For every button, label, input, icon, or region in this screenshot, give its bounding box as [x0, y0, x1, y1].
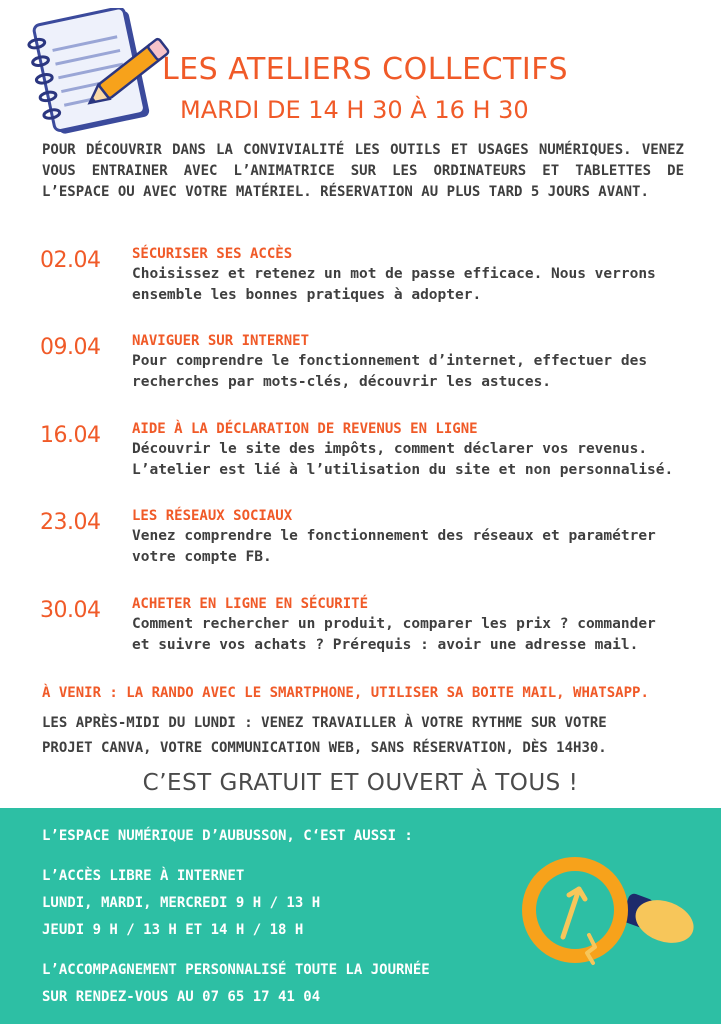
workshop-title: ACHETER EN LIGNE EN SÉCURITÉ	[132, 596, 369, 612]
monday-sessions	[42, 711, 702, 761]
workshop-item	[40, 421, 700, 501]
workshop-description	[132, 439, 692, 481]
workshop-description	[132, 351, 692, 393]
schedule-subtitle: MARDI DE 14 H 30 À 16 H 30	[180, 96, 529, 124]
workshop-description	[132, 614, 692, 656]
opening-hours: LUNDI, MARDI, MERCREDI 9 H / 13 H	[42, 895, 321, 911]
monday-line: LES APRÈS-MIDI DU LUNDI : VENEZ TRAVAILLER À VOTRE RYTHME SUR VOTRE	[42, 715, 607, 731]
notebook-pencil-icon	[26, 8, 176, 138]
workshop-description-line: Comment rechercher un produit, comparer les prix ? commander	[132, 616, 656, 632]
page-title: LES ATELIERS COLLECTIFS	[162, 52, 568, 87]
contact-phone: SUR RENDEZ-VOUS AU 07 65 17 41 04	[42, 989, 321, 1005]
band-heading: L’ESPACE NUMÉRIQUE D’AUBUSSON, C‘EST AUSSI :	[42, 828, 413, 844]
free-access-title: L’ACCÈS LIBRE À INTERNET	[42, 868, 245, 884]
workshop-description-line: ensemble les bonnes pratiques à adopter.	[132, 287, 482, 303]
workshop-item	[40, 508, 700, 588]
opening-hours: JEUDI 9 H / 13 H ET 14 H / 18 H	[42, 922, 304, 938]
workshop-item	[40, 596, 700, 676]
workshop-description-line: recherches par mots-clés, découvrir les astuces.	[132, 374, 552, 390]
workshop-description-line: L’atelier est lié à l’utilisation du site et non personnalisé.	[132, 462, 674, 478]
workshop-date: 16.04	[40, 423, 101, 448]
workshop-description-line: Découvrir le site des impôts, comment déclarer vos revenus.	[132, 441, 648, 457]
monday-line: PROJET CANVA, VOTRE COMMUNICATION WEB, SANS RÉSERVATION, DÈS 14H30.	[42, 740, 607, 756]
workshop-item	[40, 333, 700, 413]
magnifier-icon	[515, 845, 695, 985]
workshop-date: 09.04	[40, 335, 101, 360]
workshop-title: SÉCURISER SES ACCÈS	[132, 246, 293, 262]
workshop-description-line: et suivre vos achats ? Prérequis : avoir une adresse mail.	[132, 637, 639, 653]
workshop-description-line: Choisissez et retenez un mot de passe efficace. Nous verrons	[132, 266, 656, 282]
workshop-date: 30.04	[40, 598, 101, 623]
workshop-description-line: Venez comprendre le fonctionnement des réseaux et paramétrer	[132, 528, 656, 544]
workshop-title: NAVIGUER SUR INTERNET	[132, 333, 310, 349]
workshop-description	[132, 526, 692, 568]
workshop-date: 23.04	[40, 510, 101, 535]
upcoming-workshops: À VENIR : LA RANDO AVEC LE SMARTPHONE, UTILISER SA BOITE MAIL, WHATSAPP.	[42, 685, 649, 701]
workshop-description	[132, 264, 692, 306]
workshop-description-line: votre compte FB.	[132, 549, 272, 565]
workshop-date: 02.04	[40, 248, 101, 273]
intro-paragraph: POUR DÉCOUVRIR DANS LA CONVIVIALITÉ LES OUTILS ET USAGES NUMÉRIQUES. VENEZ VOUS ENTRAINER AVEC L’ANIMATRICE SUR LES ORDINATEURS ET TABLETTES DE L’ESPACE OU AVEC VOTRE MATÉRIEL. RÉSERVATION AU PLUS TARD 5 JOURS AVANT.	[42, 142, 684, 200]
workshop-title: LES RÉSEAUX SOCIAUX	[132, 508, 293, 524]
workshop-title: AIDE À LA DÉCLARATION DE REVENUS EN LIGNE	[132, 421, 478, 437]
support-title: L’ACCOMPAGNEMENT PERSONNALISÉ TOUTE LA JOURNÉE	[42, 962, 430, 978]
free-banner: C’EST GRATUIT ET OUVERT À TOUS !	[142, 770, 579, 796]
workshop-description-line: Pour comprendre le fonctionnement d’internet, effectuer des	[132, 353, 648, 369]
workshop-item	[40, 246, 700, 326]
